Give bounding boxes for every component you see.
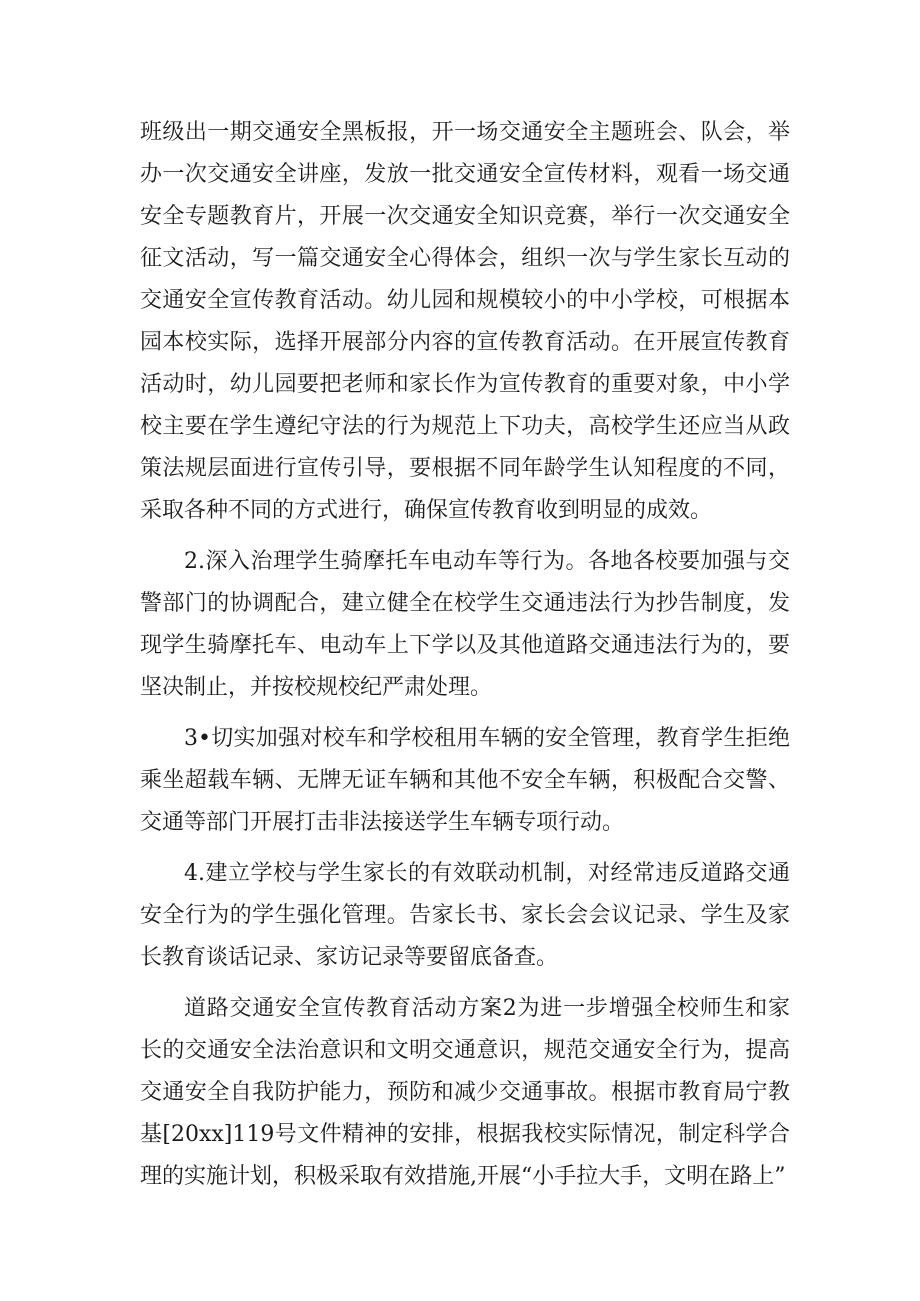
document-body [140,112,790,1198]
paragraph-item-2: 2.深入治理学生骑摩托车电动车等行为。各地各校要加强与交警部门的协调配合，建立健全在校学生交通违法行为抄告制度，发现学生骑摩托车、电动车上下学以及其他道路交通违法行为的，要坚决制止，并按校规校纪严肃处理。 [140,549,790,700]
paragraph-plan-2: 道路交通安全宣传教育活动方案2为进一步增强全校师生和家长的交通安全法治意识和文明交通意识，规范交通安全行为，提高交通安全自我防护能力，预防和减少交通事故。根据市教育局宁教基[20xx]119号文件精神的安排，根据我校实际情况，制定科学合理的实施计划，积极采取有效措施,开展“小手拉大手，文明在路上” [140,996,790,1189]
paragraph-item-3: 3•切实加强对校车和学校租用车辆的安全管理，教育学生拒绝乘坐超载车辆、无牌无证车辆和其他不安全车辆，积极配合交警、交通等部门开展打击非法接送学生车辆专项行动。 [140,726,790,835]
paragraph-item-4: 4.建立学校与学生家长的有效联动机制，对经常违反道路交通安全行为的学生强化管理。告家长书、家长会会议记录、学生及家长教育谈话记录、家访记录等要留底备查。 [140,861,790,970]
paragraph-activities-continued: 班级出一期交通安全黑板报，开一场交通安全主题班会、队会，举办一次交通安全讲座，发放一批交通安全宣传材料，观看一场交通安全专题教育片，开展一次交通安全知识竞赛，举行一次交通安全征文活动，写一篇交通安全心得体会，组织一次与学生家长互动的交通安全宣传教育活动。幼儿园和规模较小的中小学校，可根据本园本校实际，选择开展部分内容的宣传教育活动。在开展宣传教育活动时，幼儿园要把老师和家长作为宣传教育的重要对象，中小学校主要在学生遵纪守法的行为规范上下功夫，高校学生还应当从政策法规层面进行宣传引导，要根据不同年龄学生认知程度的不同，采取各种不同的方式进行，确保宣传教育收到明显的成效。 [140,120,790,523]
